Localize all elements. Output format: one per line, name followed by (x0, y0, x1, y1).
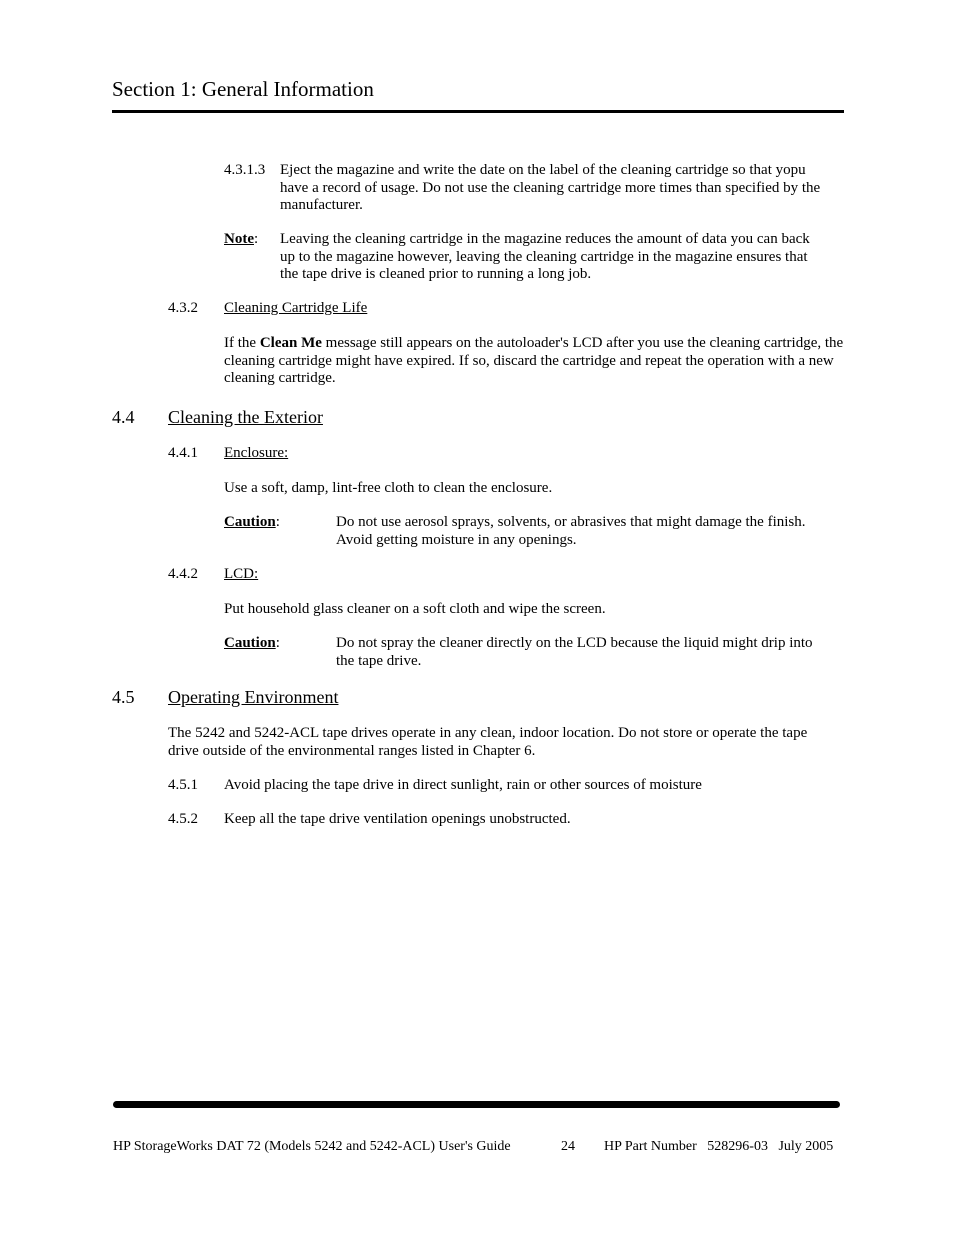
item-number-4313: 4.3.1.3 (224, 162, 266, 178)
note-label (224, 231, 258, 249)
subheading-441 (168, 445, 288, 463)
item-4313-line-2: have a record of usage. Do not use the cleaning cartridge more times than specified by the (280, 179, 821, 196)
heading-44 (112, 407, 323, 428)
caution-2-label-text: Caution (224, 635, 276, 651)
caution-2-text (336, 635, 813, 670)
subheading-442-title: LCD: (224, 566, 259, 582)
item-text-451: Avoid placing the tape drive in direct sunlight, rain or other sources of moisture (224, 777, 702, 793)
caution-2-colon: : (275, 635, 280, 651)
footer-part-number: HP Part Number 528296-03 July 2005 (604, 1139, 834, 1154)
item-text-4313 (280, 162, 820, 215)
paragraph-45-line-2: drive outside of the environmental ranges listed in Chapter 6. (168, 742, 536, 759)
clean-me-term: Clean Me (259, 335, 322, 351)
paragraph-432-line-2: cleaning cartridge might have expired. If so, discard the cartridge and repeat the operation with a new (224, 352, 834, 369)
footer-guide-title: HP StorageWorks DAT 72 (Models 5242 and 5242-ACL) User's Guide (113, 1139, 511, 1154)
heading-44-number: 4.4 (112, 407, 135, 427)
subheading-441-title: Enclosure: (224, 445, 289, 461)
item-4313-line-3: manufacturer. (280, 197, 363, 213)
header-rule (112, 110, 844, 113)
caution-2-line-1: Do not spray the cleaner directly on the LCD because the liquid might drip into (336, 635, 813, 651)
note-colon: : (254, 231, 259, 247)
paragraph-432-line-1 (224, 335, 924, 353)
note-line-2: up to the magazine however, leaving the cleaning cartridge in the magazine ensures that (280, 248, 808, 265)
caution-2-label (224, 635, 280, 653)
item-number-452: 4.5.2 (168, 811, 198, 827)
subheading-432-title: Cleaning Cartridge Life (224, 300, 368, 316)
subheading-441-number: 4.4.1 (168, 445, 198, 461)
caution-2-line-2: the tape drive. (336, 652, 422, 669)
paragraph-442: Put household glass cleaner on a soft cloth and wipe the screen. (224, 601, 606, 617)
note-line-3: the tape drive is cleaned prior to running a long job. (280, 266, 592, 282)
item-number-451: 4.5.1 (168, 777, 198, 793)
subheading-432 (168, 300, 367, 318)
heading-45 (112, 687, 338, 708)
item-4313-line-1: Eject the magazine and write the date on the label of the cleaning cartridge so that yopu (280, 162, 806, 178)
caution-1-line-2: Avoid getting moisture in any openings. (336, 531, 577, 548)
item-text-452: Keep all the tape drive ventilation openings unobstructed. (224, 811, 571, 827)
paragraph-441: Use a soft, damp, lint-free cloth to clean the enclosure. (224, 480, 553, 496)
caution-1-label (224, 514, 280, 532)
subheading-442-number: 4.4.2 (168, 566, 198, 582)
paragraph-432 (224, 335, 924, 388)
note-line-1: Leaving the cleaning cartridge in the magazine reduces the amount of data you can back (280, 231, 810, 247)
caution-1-colon: : (275, 514, 280, 530)
heading-45-number: 4.5 (112, 687, 135, 707)
paragraph-432-pre: If the (224, 335, 260, 351)
heading-44-title: Cleaning the Exterior (168, 407, 323, 427)
subheading-442 (168, 566, 258, 584)
subheading-432-number: 4.3.2 (168, 300, 198, 316)
section-title: Section 1: General Information (112, 77, 374, 101)
paragraph-432-line-3: cleaning cartridge. (224, 370, 336, 386)
caution-1-text (336, 514, 806, 549)
caution-1-label-text: Caution (224, 514, 276, 530)
note-text (280, 231, 810, 284)
heading-45-title: Operating Environment (168, 687, 339, 707)
paragraph-432-post: message still appears on the autoloader's LCD after you use the cleaning cartridge, the (321, 335, 844, 351)
note-label-text: Note (224, 231, 254, 247)
footer-page-number: 24 (561, 1139, 575, 1154)
footer-rule (113, 1101, 840, 1108)
paragraph-45 (168, 725, 807, 760)
caution-1-line-1: Do not use aerosol sprays, solvents, or abrasives that might damage the finish. (336, 514, 806, 530)
paragraph-45-line-1: The 5242 and 5242-ACL tape drives operate in any clean, indoor location. Do not store or operate the tape (168, 725, 808, 741)
